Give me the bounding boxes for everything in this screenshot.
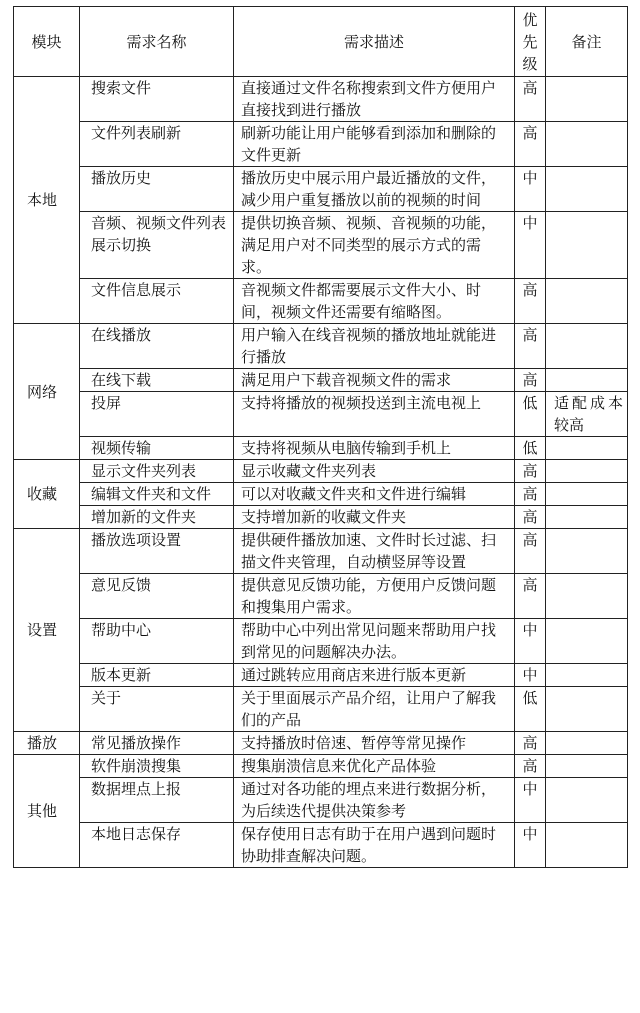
- desc-cell: 可以对收藏文件夹和文件进行编辑: [234, 483, 515, 506]
- requirements-table: [13, 6, 628, 868]
- desc-cell: 提供切换音频、视频、音视频的功能，满足用户对不同类型的展示方式的需求。: [234, 212, 515, 279]
- desc-cell: 通过跳转应用商店来进行版本更新: [234, 664, 515, 687]
- name-cell: 关于: [80, 687, 234, 732]
- header-module: 模块: [14, 7, 80, 77]
- name-cell: 软件崩溃搜集: [80, 755, 234, 778]
- priority-cell: 低: [515, 687, 546, 732]
- note-cell: [546, 778, 628, 823]
- priority-cell: 高: [515, 122, 546, 167]
- note-cell: [546, 619, 628, 664]
- table-row: [14, 778, 628, 823]
- priority-cell: 高: [515, 460, 546, 483]
- desc-cell: 满足用户下载音视频文件的需求: [234, 369, 515, 392]
- name-cell: 版本更新: [80, 664, 234, 687]
- name-cell: 音频、视频文件列表展示切换: [80, 212, 234, 279]
- module-cell: 网络: [14, 324, 80, 460]
- name-cell: 播放历史: [80, 167, 234, 212]
- desc-cell: 刷新功能让用户能够看到添加和删除的文件更新: [234, 122, 515, 167]
- header-name: 需求名称: [80, 7, 234, 77]
- table-row: [14, 460, 628, 483]
- priority-cell: 高: [515, 529, 546, 574]
- desc-cell: 通过对各功能的埋点来进行数据分析，为后续迭代提供决策参考: [234, 778, 515, 823]
- name-cell: 播放选项设置: [80, 529, 234, 574]
- table-row: [14, 732, 628, 755]
- table-row: [14, 324, 628, 369]
- note-cell: [546, 77, 628, 122]
- desc-cell: 提供意见反馈功能，方便用户反馈问题和搜集用户需求。: [234, 574, 515, 619]
- name-cell: 文件信息展示: [80, 279, 234, 324]
- name-cell: 在线下载: [80, 369, 234, 392]
- desc-cell: 音视频文件都需要展示文件大小、时间，视频文件还需要有缩略图。: [234, 279, 515, 324]
- table-row: [14, 506, 628, 529]
- desc-cell: 显示收藏文件夹列表: [234, 460, 515, 483]
- name-cell: 视频传输: [80, 437, 234, 460]
- table-row: [14, 529, 628, 574]
- priority-cell: 高: [515, 506, 546, 529]
- priority-cell: 高: [515, 483, 546, 506]
- desc-cell: 播放历史中展示用户最近播放的文件，减少用户重复播放以前的视频的时间: [234, 167, 515, 212]
- desc-cell: 帮助中心中列出常见问题来帮助用户找到常见的问题解决办法。: [234, 619, 515, 664]
- note-cell: [546, 483, 628, 506]
- name-cell: 增加新的文件夹: [80, 506, 234, 529]
- desc-cell: 保存使用日志有助于在用户遇到问题时协助排查解决问题。: [234, 823, 515, 868]
- name-cell: 在线播放: [80, 324, 234, 369]
- desc-cell: 用户输入在线音视频的播放地址就能进行播放: [234, 324, 515, 369]
- table-row: [14, 687, 628, 732]
- priority-cell: 高: [515, 732, 546, 755]
- priority-cell: 中: [515, 823, 546, 868]
- name-cell: 帮助中心: [80, 619, 234, 664]
- header-priority: [515, 7, 546, 77]
- desc-cell: 直接通过文件名称搜索到文件方便用户直接找到进行播放: [234, 77, 515, 122]
- note-cell: 适配成本较高: [546, 392, 628, 437]
- header-desc: 需求描述: [234, 7, 515, 77]
- note-cell: [546, 664, 628, 687]
- header-priority-label: 优 先 级: [522, 10, 538, 73]
- priority-cell: 中: [515, 212, 546, 279]
- name-cell: 数据埋点上报: [80, 778, 234, 823]
- priority-cell: 中: [515, 664, 546, 687]
- priority-cell: 高: [515, 77, 546, 122]
- note-cell: [546, 732, 628, 755]
- module-cell: 设置: [14, 529, 80, 732]
- name-cell: 显示文件夹列表: [80, 460, 234, 483]
- note-cell: [546, 122, 628, 167]
- table-row: [14, 212, 628, 279]
- note-cell: [546, 212, 628, 279]
- name-cell: 搜索文件: [80, 77, 234, 122]
- priority-cell: 高: [515, 279, 546, 324]
- module-cell: 播放: [14, 732, 80, 755]
- priority-cell: 低: [515, 392, 546, 437]
- name-cell: 文件列表刷新: [80, 122, 234, 167]
- table-row: [14, 437, 628, 460]
- module-cell: 其他: [14, 755, 80, 868]
- desc-cell: 关于里面展示产品介绍，让用户了解我们的产品: [234, 687, 515, 732]
- table-row: [14, 664, 628, 687]
- note-cell: [546, 687, 628, 732]
- priority-cell: 高: [515, 755, 546, 778]
- priority-cell: 中: [515, 167, 546, 212]
- table-row: [14, 279, 628, 324]
- table-row: [14, 574, 628, 619]
- desc-cell: 搜集崩溃信息来优化产品体验: [234, 755, 515, 778]
- table-row: [14, 823, 628, 868]
- note-cell: [546, 755, 628, 778]
- note-cell: [546, 167, 628, 212]
- header-note: 备注: [546, 7, 628, 77]
- module-cell: 本地: [14, 77, 80, 324]
- table-row: [14, 167, 628, 212]
- priority-cell: 中: [515, 619, 546, 664]
- note-cell: [546, 460, 628, 483]
- table-body: [14, 77, 628, 868]
- note-cell: [546, 369, 628, 392]
- note-cell: [546, 506, 628, 529]
- priority-cell: 高: [515, 574, 546, 619]
- name-cell: 意见反馈: [80, 574, 234, 619]
- priority-cell: 中: [515, 778, 546, 823]
- name-cell: 常见播放操作: [80, 732, 234, 755]
- note-cell: [546, 437, 628, 460]
- priority-cell: 低: [515, 437, 546, 460]
- desc-cell: 支持播放时倍速、暂停等常见操作: [234, 732, 515, 755]
- priority-cell: 高: [515, 324, 546, 369]
- table-row: [14, 755, 628, 778]
- note-cell: [546, 324, 628, 369]
- table-row: [14, 619, 628, 664]
- desc-cell: 支持增加新的收藏文件夹: [234, 506, 515, 529]
- note-cell: [546, 279, 628, 324]
- table-row: [14, 369, 628, 392]
- desc-cell: 支持将视频从电脑传输到手机上: [234, 437, 515, 460]
- note-cell: [546, 529, 628, 574]
- desc-cell: 支持将播放的视频投送到主流电视上: [234, 392, 515, 437]
- name-cell: 编辑文件夹和文件: [80, 483, 234, 506]
- priority-cell: 高: [515, 369, 546, 392]
- desc-cell: 提供硬件播放加速、文件时长过滤、扫描文件夹管理，自动横竖屏等设置: [234, 529, 515, 574]
- note-cell: [546, 574, 628, 619]
- table-row: [14, 77, 628, 122]
- name-cell: 本地日志保存: [80, 823, 234, 868]
- note-cell: [546, 823, 628, 868]
- name-cell: 投屏: [80, 392, 234, 437]
- header-row: [14, 7, 628, 77]
- table-row: [14, 122, 628, 167]
- module-cell: 收藏: [14, 460, 80, 529]
- table-row: [14, 392, 628, 437]
- table-row: [14, 483, 628, 506]
